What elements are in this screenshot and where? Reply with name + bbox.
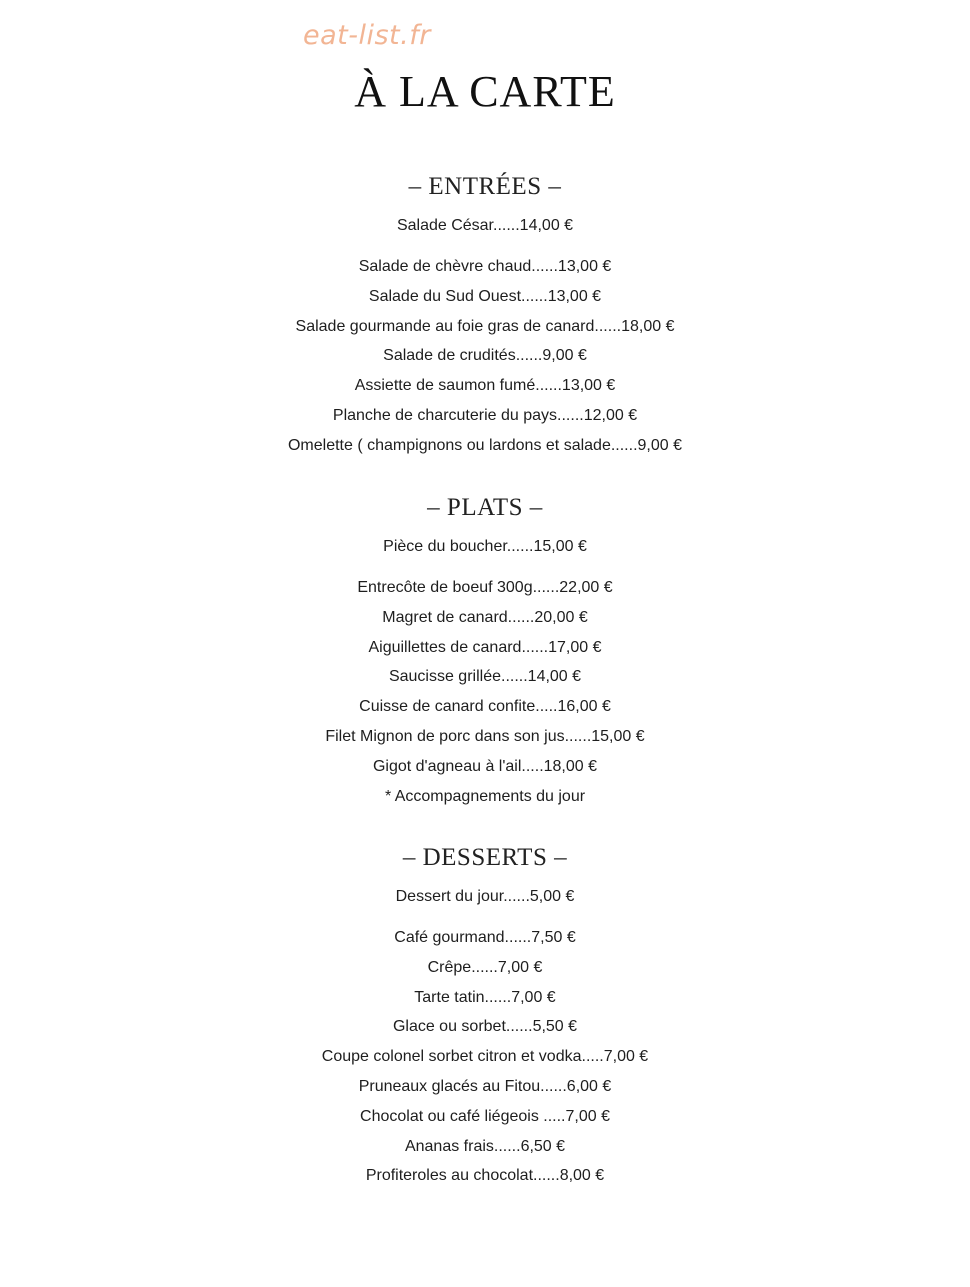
menu-item: Planche de charcuterie du pays......12,00 € bbox=[332, 406, 638, 424]
menu-item: Pruneaux glacés au Fitou......6,00 € bbox=[358, 1077, 612, 1095]
menu-list bbox=[0, 535, 970, 811]
menu-item: Ananas frais......6,50 € bbox=[404, 1137, 566, 1155]
menu-item: Coupe colonel sorbet citron et vodka.....7,00 € bbox=[321, 1048, 649, 1066]
menu-item: Magret de canard......20,00 € bbox=[382, 608, 588, 626]
menu-item: Dessert du jour......5,00 € bbox=[395, 888, 575, 905]
menu-item: Aiguillettes de canard......17,00 € bbox=[368, 638, 602, 656]
menu-item: Chocolat ou café liégeois .....7,00 € bbox=[360, 1107, 610, 1125]
menu-item: Saucisse grillée......14,00 € bbox=[388, 668, 582, 686]
section-title: – DESSERTS – bbox=[402, 844, 568, 871]
menu-item: Gigot d'agneau à l'ail.....18,00 € bbox=[372, 757, 598, 775]
menu-item: Tarte tatin......7,00 € bbox=[414, 988, 556, 1006]
menu-item: Café gourmand......7,50 € bbox=[394, 929, 576, 946]
menu-footnote: * Accompagnements du jour bbox=[384, 787, 586, 805]
menu-list bbox=[0, 885, 970, 1191]
section-desserts bbox=[0, 843, 970, 1191]
menu-item: Glace ou sorbet......5,50 € bbox=[392, 1018, 578, 1036]
section-entrees bbox=[0, 172, 970, 461]
menu-item: Salade du Sud Ouest......13,00 € bbox=[368, 287, 602, 305]
menu-item: Crêpe......7,00 € bbox=[427, 958, 543, 976]
menu-item: Entrecôte de boeuf 300g......22,00 € bbox=[357, 579, 613, 596]
menu-item: Filet Mignon de porc dans son jus......15,00 € bbox=[325, 727, 645, 745]
page-title: À LA CARTE bbox=[354, 67, 616, 116]
menu-item: Salade de crudités......9,00 € bbox=[383, 347, 587, 365]
menu-item: Pièce du boucher......15,00 € bbox=[383, 538, 587, 555]
menu-item: Profiteroles au chocolat......8,00 € bbox=[365, 1167, 605, 1185]
section-title: – PLATS – bbox=[427, 494, 543, 521]
watermark: eat-list.fr bbox=[303, 20, 431, 51]
menu-item: Salade de chèvre chaud......13,00 € bbox=[358, 258, 612, 275]
menu-item: Omelette ( champignons ou lardons et salade......9,00 € bbox=[287, 436, 682, 454]
menu-item: Assiette de saumon fumé......13,00 € bbox=[354, 377, 616, 395]
menu-item: Salade César......14,00 € bbox=[396, 217, 574, 234]
menu-item: Salade gourmande au foie gras de canard......18,00 € bbox=[295, 317, 675, 335]
section-plats bbox=[0, 493, 970, 811]
section-title: – ENTRÉES – bbox=[408, 173, 562, 200]
menu-item: Cuisse de canard confite.....16,00 € bbox=[359, 698, 611, 716]
menu-list bbox=[0, 214, 970, 461]
